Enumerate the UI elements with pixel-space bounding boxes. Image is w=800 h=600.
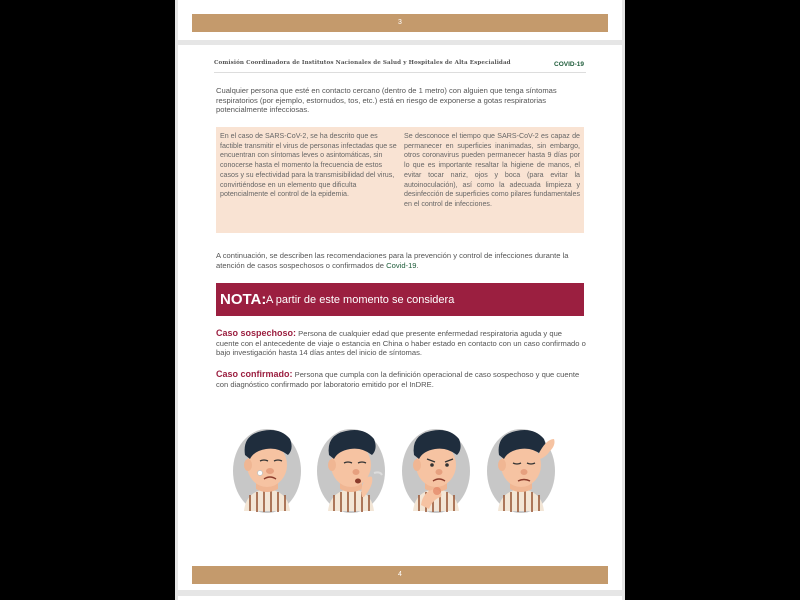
header-tag: COVID-19 xyxy=(554,61,584,68)
definition-text: Persona de cualquier edad que presente enfermedad respiratoria aguda y que cuente con el antecedente de viaje o estancia en China o haber estado en contacto con un caso confirmado o bajo investigación hasta 14 días antes del inicio de síntomas. xyxy=(216,329,586,358)
definition-text: Persona que cumpla con la definición operacional de caso sospechoso y que cuente con diagnóstico confirmado por laboratorio emitido por el InDRE. xyxy=(216,370,580,389)
coughing-face-icon xyxy=(314,425,388,521)
page-number: 4 xyxy=(398,571,402,578)
page-number-bar-next xyxy=(192,566,608,584)
definition-term: Caso sospechoso: xyxy=(216,328,297,338)
page-number: 3 xyxy=(398,19,402,26)
highlight-right-column: Se desconoce el tiempo que SARS-CoV-2 es capaz de permanecer en superficies inanimadas, sin embargo, otros coronavirus pueden permanecer hasta 9 días por lo que es importante resaltar la higiene de manos, el evitar tocar nariz, ojos y boca (para evitar la autoinoculación), así como la adecuada limpieza y desinfección de superficies como pilares fundamentales en el control de infecciones. xyxy=(404,132,580,208)
header-divider xyxy=(214,72,586,73)
symptom-illustrations xyxy=(178,425,622,525)
highlight-left-column: En el caso de SARS-CoV-2, se ha descrito que es factible transmitir el virus de personas infectadas que se encuentran con síntomas leves o asintomáticas, sin conocerse hasta el momento la frecuencia de estos casos y su efectividad para la transmisibilidad del virus, convirtiéndose en un elemento que dificulta potencialmente el control de la epidemia. xyxy=(220,132,397,199)
intro-paragraph: Cualquier persona que esté en contacto cercano (dentro de 1 metro) con alguien que tenga síntomas respiratorios (por ejemplo, estornudos, tos, etc.) está en riesgo de exponerse a gotas respiratorias potencialmente infecciosas. xyxy=(216,86,557,115)
highlight-box xyxy=(216,127,584,233)
sneezing-face-icon xyxy=(230,425,304,521)
covid-link[interactable]: Covid-19 xyxy=(386,260,417,270)
nota-banner xyxy=(216,283,584,316)
definition-term: Caso confirmado: xyxy=(216,369,293,379)
continuation-text: A continuación, se describen las recomendaciones para la prevención y control de infecciones durante la atención de casos sospechosos o confirmados de xyxy=(216,251,569,270)
header-institution: Comisión Coordinadora de Institutos Nacionales de Salud y Hospitales de Alta Especialidad xyxy=(214,60,511,66)
nota-text: A partir de este momento se considera xyxy=(266,294,455,306)
definition-confirmed xyxy=(216,370,586,389)
continuation-paragraph xyxy=(216,251,586,270)
next-page-fragment xyxy=(178,596,622,600)
sore-throat-face-icon xyxy=(399,425,473,521)
nota-label: NOTA: xyxy=(220,291,267,308)
continuation-end: . xyxy=(416,260,419,270)
headache-face-icon xyxy=(484,425,558,521)
page-number-bar-previous xyxy=(192,14,608,32)
document-page xyxy=(178,45,622,590)
definition-suspected xyxy=(216,329,586,358)
